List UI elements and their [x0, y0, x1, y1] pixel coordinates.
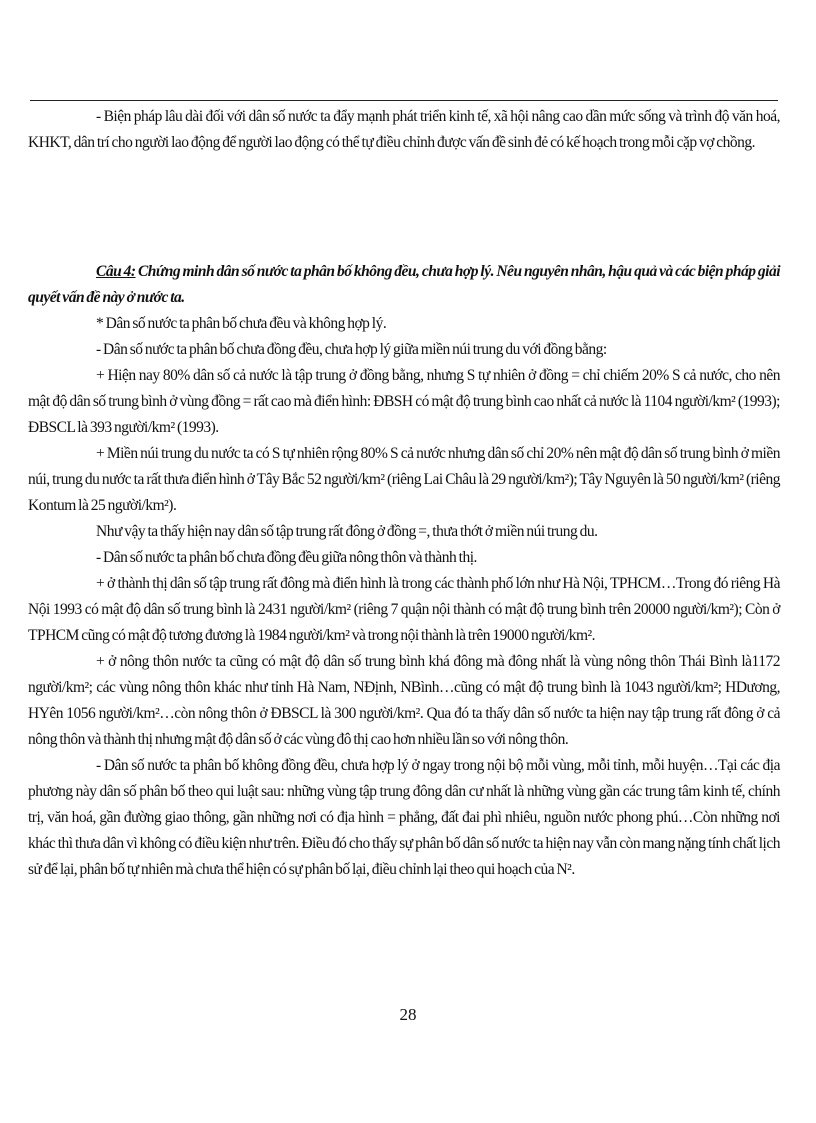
question-heading — [28, 259, 780, 311]
top-paragraph: - Biện pháp lâu dài đối với dân số nước ta đẩy mạnh phát triển kinh tế, xã hội nâng cao dần mức sống và trình độ văn hoá, KHKT, dân trí cho người lao động để người lao động có thể tự điều chỉnh được vấn đề sinh đẻ có kế hoạch trong mỗi cặp vợ chồng. — [28, 108, 780, 151]
page-number: 28 — [399, 1005, 417, 1024]
paragraph: + Hiện nay 80% dân số cả nước là tập trung ở đồng bằng, nhưng S tự nhiên ở đồng = chỉ chiếm 20% S cả nước, cho nên mật độ dân số trung bình ở vùng đồng = rất cao mà điển hình: ĐBSH có mật độ trung bình cao nhất cả nước là 1104 người/km² (1993); ĐBSCL là 393 người/km² (1993). — [28, 367, 780, 436]
paragraph: - Dân số nước ta phân bố chưa đồng đều, chưa hợp lý giữa miền núi trung du với đồng bằng: — [96, 341, 607, 358]
paragraph: Như vậy ta thấy hiện nay dân số tập trung rất đông ở đồng =, thưa thớt ở miền núi trung du. — [96, 523, 598, 540]
paragraph: - Dân số nước ta phân bố không đồng đều, chưa hợp lý ở ngay trong nội bộ mỗi vùng, mỗi tỉnh, mỗi huyện…Tại các địa phương này dân số phân bố theo qui luật sau: những vùng tập trung đông dân cư nhất là những vùng gần các trung tâm kinh tế, chính trị, văn hoá, gần đường giao thông, gần những nơi có địa hình = phẳng, đất đai phì nhiêu, nguồn nước phong phú…Còn những nơi khác thì thưa dân vì không có điều kiện như trên. Điều đó cho thấy sự phân bố dân số nước ta hiện nay vẫn còn mang nặng tính chất lịch sử để lại, phân bố tự nhiên mà chưa thể hiện có sự phân bố lại, điều chỉnh lại theo qui hoạch của N². — [28, 757, 780, 878]
question-text: Chứng minh dân số nước ta phân bố không đều, chưa hợp lý. Nêu nguyên nhân, hậu quả và các biện pháp giải quyết vấn đề này ở nước ta. — [28, 263, 780, 306]
paragraph: - Dân số nước ta phân bố chưa đồng đều giữa nông thôn và thành thị. — [96, 549, 477, 566]
main-text-block — [28, 259, 780, 883]
paragraph: + ở nông thôn nước ta cũng có mật độ dân số trung bình khá đông mà đông nhất là vùng nông thôn Thái Bình là1172 người/km²; các vùng nông thôn khác như tỉnh Hà Nam, NĐịnh, NBình…cũng có mật độ trung bình là 1043 người/km²; HDương, HYên 1056 người/km²…còn nông thôn ở ĐBSCL là 300 người/km². Qua đó ta thấy dân số nước ta hiện nay tập trung rất đông ở cả nông thôn và thành thị nhưng mật độ dân số ở các vùng đô thị cao hơn nhiều lần so với nông thôn. — [28, 653, 780, 748]
top-text-block — [28, 104, 780, 156]
paragraph: + Miền núi trung du nước ta có S tự nhiên rộng 80% S cả nước nhưng dân số chỉ 20% nên mật độ dân số trung bình ở miền núi, trung du nước ta rất thưa điển hình ở Tây Bắc 52 người/km² (riêng Lai Châu là 29 người/km²); Tây Nguyên là 50 người/km² (riêng Kontum là 25 người/km²). — [28, 445, 780, 514]
paragraph: * Dân số nước ta phân bố chưa đều và không hợp lý. — [96, 315, 387, 332]
paragraph: + ở thành thị dân số tập trung rất đông mà điển hình là trong các thành phố lớn như Hà Nội, TPHCM…Trong đó riêng Hà Nội 1993 có mật độ dân số trung bình là 2431 người/km² (riêng 7 quận nội thành có mật độ trung bình trên 20000 người/km²); Còn ở TPHCM cũng có mật độ tương đương là 1984 người/km² và trong nội thành là trên 19000 người/km². — [28, 575, 780, 644]
header-rule — [30, 100, 778, 101]
question-label: Câu 4: — [96, 263, 136, 280]
